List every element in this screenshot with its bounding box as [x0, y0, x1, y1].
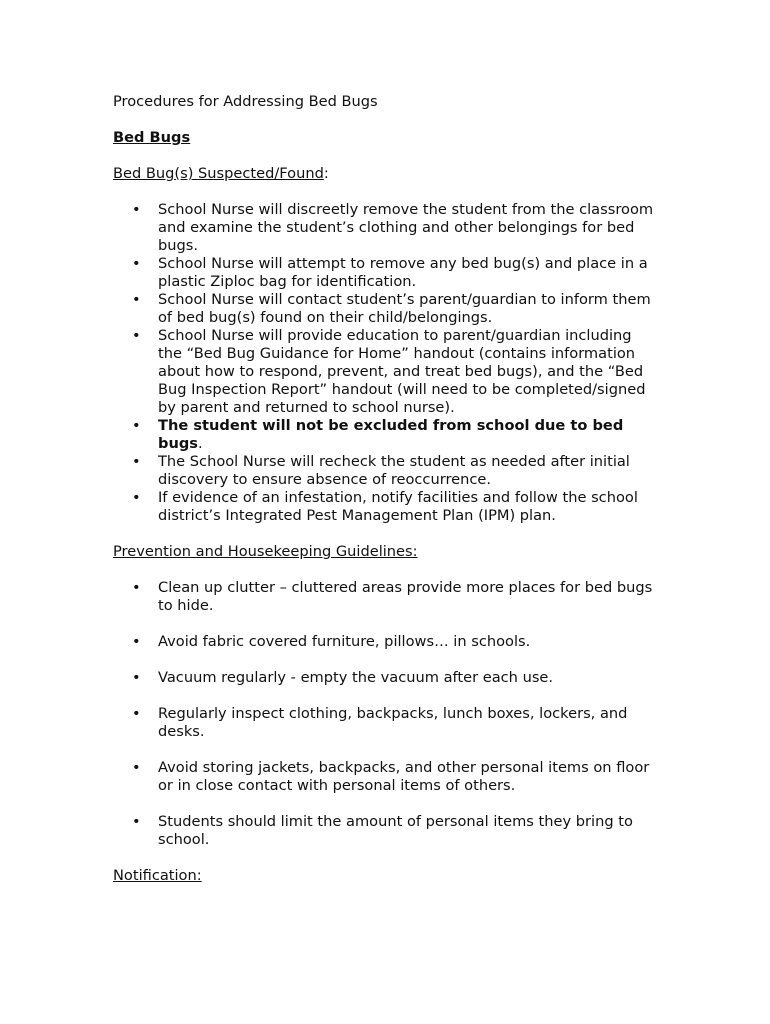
- list-item-text: Avoid fabric covered furniture, pillows… in schools.: [158, 633, 531, 650]
- bullet-icon: •: [132, 255, 141, 272]
- list-item-text: School Nurse will contact student’s parent/guardian to inform them of bed bug(s) found on their child/belongings.: [158, 291, 651, 326]
- list-item: [113, 669, 658, 687]
- list-item-text: Avoid storing jackets, backpacks, and other personal items on floor or in close contact with personal items of others.: [158, 759, 650, 794]
- bullet-icon: •: [132, 579, 141, 596]
- bullet-icon: •: [132, 813, 141, 830]
- list-item-text: School Nurse will provide education to parent/guardian including the “Bed Bug Guidance for Home” handout (contains information about how to respond, prevent, and treat bed bugs), and the “Bed Bug Inspection Report” handout (will need to be completed/signed by parent and returned to school nurse).: [158, 327, 646, 416]
- subheading-notification: [113, 867, 658, 885]
- bullet-icon: •: [132, 417, 141, 434]
- bullet-icon: •: [132, 489, 141, 506]
- document-title: Procedures for Addressing Bed Bugs: [113, 93, 378, 110]
- list-item: [113, 705, 658, 741]
- list-item: [113, 633, 658, 651]
- prevention-list: [113, 579, 658, 849]
- list-item-text: Regularly inspect clothing, backpacks, lunch boxes, lockers, and desks.: [158, 705, 628, 740]
- exclusion-statement-period: .: [197, 435, 203, 452]
- list-item: [113, 579, 658, 615]
- list-item-text: Clean up clutter – cluttered areas provide more places for bed bugs to hide.: [158, 579, 653, 614]
- bullet-icon: •: [132, 291, 141, 308]
- subheading-prevention: [113, 543, 658, 561]
- list-item-text: Vacuum regularly - empty the vacuum after each use.: [158, 669, 554, 686]
- subheading-suspected-found-colon: :: [323, 165, 329, 182]
- list-item: [113, 813, 658, 849]
- document-page: [113, 93, 658, 903]
- subheading-notification-text: Notification:: [113, 867, 202, 884]
- bullet-icon: •: [132, 705, 141, 722]
- list-item-text: School Nurse will attempt to remove any bed bug(s) and place in a plastic Ziploc bag for identification.: [158, 255, 648, 290]
- list-item-text: Students should limit the amount of personal items they bring to school.: [158, 813, 633, 848]
- subheading-suspected-found-text: Bed Bug(s) Suspected/Found: [113, 165, 324, 182]
- list-item-text: School Nurse will discreetly remove the student from the classroom and examine the student’s clothing and other belongings for bed bugs.: [158, 201, 654, 254]
- list-item: [113, 759, 658, 795]
- subheading-suspected-found: [113, 165, 658, 183]
- subheading-prevention-text: Prevention and Housekeeping Guidelines:: [113, 543, 418, 560]
- exclusion-statement: The student will not be excluded from school due to bed bugs: [158, 417, 624, 452]
- suspected-found-list: [113, 201, 658, 525]
- list-item: [113, 489, 658, 525]
- list-item-text: The School Nurse will recheck the student as needed after initial discovery to ensure absence of reoccurrence.: [158, 453, 630, 488]
- list-item-exclusion: [113, 417, 658, 453]
- bullet-icon: •: [132, 201, 141, 218]
- bullet-icon: •: [132, 633, 141, 650]
- section-heading-bed-bugs: Bed Bugs: [113, 129, 191, 146]
- bullet-icon: •: [132, 669, 141, 686]
- list-item: [113, 453, 658, 489]
- list-item: [113, 327, 658, 417]
- bullet-icon: •: [132, 453, 141, 470]
- list-item: [113, 255, 658, 291]
- list-item: [113, 201, 658, 255]
- bullet-icon: •: [132, 759, 141, 776]
- bullet-icon: •: [132, 327, 141, 344]
- list-item: [113, 291, 658, 327]
- list-item-text: If evidence of an infestation, notify facilities and follow the school district’s Integrated Pest Management Plan (IPM) plan.: [158, 489, 638, 524]
